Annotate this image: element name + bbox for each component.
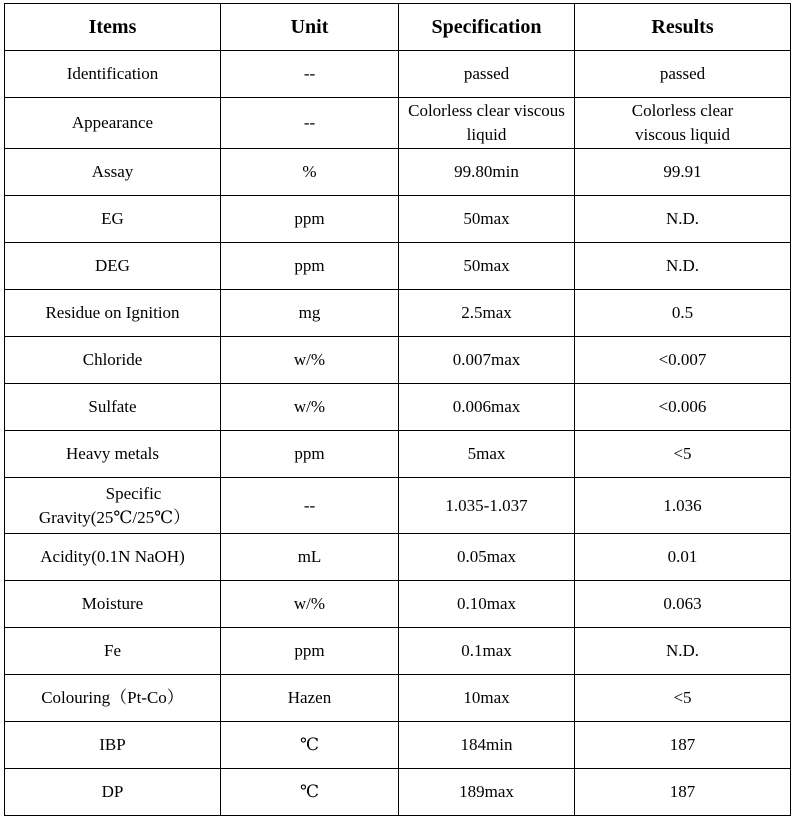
- unit-cell: ppm: [221, 196, 399, 243]
- unit-cell: Hazen: [221, 675, 399, 722]
- spec-cell: 184min: [399, 722, 575, 769]
- result-cell: N.D.: [575, 243, 791, 290]
- result-cell: N.D.: [575, 628, 791, 675]
- item-cell: Moisture: [5, 581, 221, 628]
- result-cell: <5: [575, 675, 791, 722]
- spec-line: Colorless clear viscous: [408, 101, 565, 120]
- table-row: [5, 722, 791, 769]
- result-cell: <5: [575, 431, 791, 478]
- item-cell: Identification: [5, 51, 221, 98]
- unit-cell: w/%: [221, 384, 399, 431]
- item-cell: Heavy metals: [5, 431, 221, 478]
- unit-cell: ppm: [221, 243, 399, 290]
- spec-cell: passed: [399, 51, 575, 98]
- result-cell: 187: [575, 769, 791, 816]
- spec-cell: 5max: [399, 431, 575, 478]
- item-cell: Acidity(0.1N NaOH): [5, 534, 221, 581]
- spec-cell: 50max: [399, 196, 575, 243]
- unit-cell: ℃: [221, 769, 399, 816]
- unit-cell: mL: [221, 534, 399, 581]
- unit-cell: %: [221, 149, 399, 196]
- item-cell: Colouring（Pt-Co）: [5, 675, 221, 722]
- spec-cell: 50max: [399, 243, 575, 290]
- result-cell: 0.5: [575, 290, 791, 337]
- result-cell: <0.006: [575, 384, 791, 431]
- item-line: Gravity(25℃/25℃）: [38, 507, 191, 527]
- table-row: [5, 337, 791, 384]
- table-row: [5, 149, 791, 196]
- header-row: [5, 4, 791, 51]
- table-row: [5, 581, 791, 628]
- result-cell: passed: [575, 51, 791, 98]
- result-cell: <0.007: [575, 337, 791, 384]
- spec-cell: 0.006max: [399, 384, 575, 431]
- table-row: [5, 243, 791, 290]
- spec-cell: 189max: [399, 769, 575, 816]
- item-cell: Chloride: [5, 337, 221, 384]
- header-results: Results: [575, 4, 791, 51]
- table-row: [5, 534, 791, 581]
- header-items: Items: [5, 4, 221, 51]
- item-cell: Residue on Ignition: [5, 290, 221, 337]
- unit-cell: mg: [221, 290, 399, 337]
- spec-cell: 0.1max: [399, 628, 575, 675]
- item-cell: DEG: [5, 243, 221, 290]
- result-cell: 0.063: [575, 581, 791, 628]
- result-cell: 1.036: [575, 478, 791, 534]
- spec-line: liquid: [466, 125, 507, 144]
- header-unit: Unit: [221, 4, 399, 51]
- table-row: [5, 290, 791, 337]
- item-cell: EG: [5, 196, 221, 243]
- spec-cell: 10max: [399, 675, 575, 722]
- header-specification: Specification: [399, 4, 575, 51]
- table-row: [5, 769, 791, 816]
- result-cell: 0.01: [575, 534, 791, 581]
- table-row: [5, 196, 791, 243]
- unit-cell: ℃: [221, 722, 399, 769]
- item-cell: Assay: [5, 149, 221, 196]
- unit-cell: --: [221, 98, 399, 149]
- item-cell: Appearance: [5, 98, 221, 149]
- spec-cell: 1.035-1.037: [399, 478, 575, 534]
- unit-cell: ppm: [221, 628, 399, 675]
- unit-cell: --: [221, 478, 399, 534]
- unit-cell: w/%: [221, 337, 399, 384]
- unit-cell: --: [221, 51, 399, 98]
- result-cell: 99.91: [575, 149, 791, 196]
- spec-cell: 0.10max: [399, 581, 575, 628]
- spec-cell: [399, 98, 575, 149]
- spec-cell: 0.007max: [399, 337, 575, 384]
- item-cell: Sulfate: [5, 384, 221, 431]
- spec-cell: 0.05max: [399, 534, 575, 581]
- specification-table: [4, 3, 791, 816]
- result-line: viscous liquid: [635, 125, 730, 144]
- result-cell: [575, 98, 791, 149]
- result-cell: 187: [575, 722, 791, 769]
- unit-cell: ppm: [221, 431, 399, 478]
- table-row: [5, 98, 791, 149]
- table-row: [5, 478, 791, 534]
- unit-cell: w/%: [221, 581, 399, 628]
- result-cell: N.D.: [575, 196, 791, 243]
- item-line: Specific: [105, 483, 162, 503]
- table-row: [5, 51, 791, 98]
- item-cell: IBP: [5, 722, 221, 769]
- item-cell: Fe: [5, 628, 221, 675]
- spec-cell: 99.80min: [399, 149, 575, 196]
- result-line: Colorless clear: [631, 101, 734, 120]
- table-row: [5, 384, 791, 431]
- table-row: [5, 675, 791, 722]
- table-row: [5, 628, 791, 675]
- spec-cell: 2.5max: [399, 290, 575, 337]
- item-cell: DP: [5, 769, 221, 816]
- item-cell: [5, 478, 221, 534]
- table-row: [5, 431, 791, 478]
